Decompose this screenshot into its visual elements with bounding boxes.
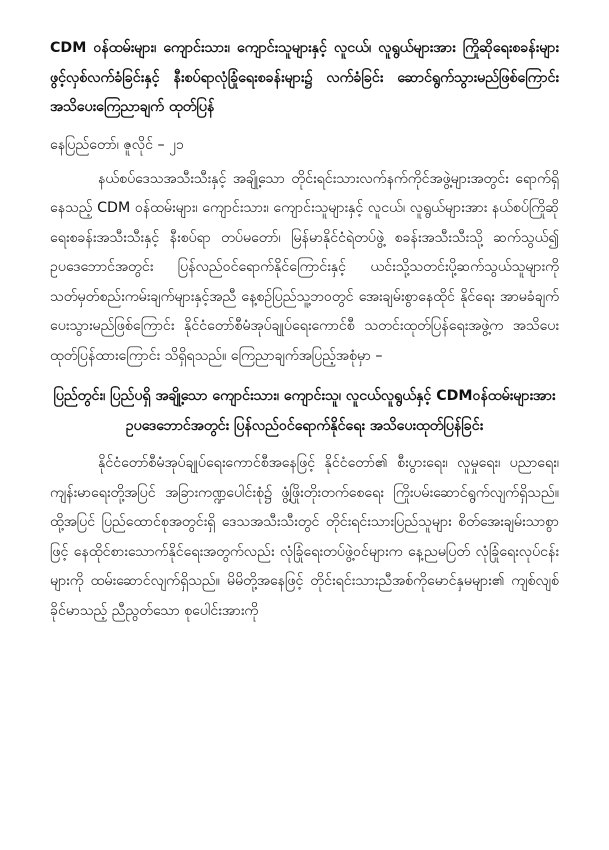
headline: CDM ဝန်ထမ်းများ၊ ကျောင်းသား၊ ကျောင်းသူများနှင့် လူငယ်၊ လူရွယ်များအား ကြိုဆိုရေးစခန်းများ ဖွင့်လှစ်လက်ခံခြင်းနှင့် နီးစပ်ရာလုံခြုံရေးစခန်းများ၌ လက်ခံခြင်း ဆောင်ရွက်သွားမည်ဖြစ်ကြောင်း အသိပေးကြေညာချက် ထုတ်ပြန် [50,40,559,115]
dateline: နေပြည်တော်၊ ဇူလိုင် – ၂၁ [50,136,185,153]
paragraph-1: နယ်စပ်ဒေသအသီးသီးနှင့် အချို့သော တိုင်းရင်းသားလက်နက်ကိုင်အဖွဲ့များအတွင်း ရောက်ရှိနေသည့် CDM ဝန်ထမ်းများ၊ ကျောင်းသား၊ ကျောင်းသူများနှင့် လူငယ်၊ လူရွယ်များအား နယ်စပ်ကြိုဆိုရေးစခန်းအသီးသီးနှင့် နီးစပ်ရာ တပ်မတော်၊ မြန်မာနိုင်ငံရဲတပ်ဖွဲ့ စခန်းအသီးသီးသို့ ဆက်သွယ်၍ ဥပဒေဘောင်အတွင်း ပြန်လည်ဝင်ရောက်နိုင်ကြောင်းနှင့် ယင်းသို့သတင်းပို့ဆက်သွယ်သူများကို သတ်မှတ်စည်းကမ်းချက်များနှင့်အညီ နေ့စဉ်ပြည်သူ့ဘဝတွင် အေးချမ်းစွာနေထိုင် နိုင်ရေး အာမခံချက်ပေးသွားမည်ဖြစ်ကြောင်း နိုင်ငံတော်စီမံအုပ်ချုပ်ရေးကောင်စီ သတင်းထုတ်ပြန်ရေးအဖွဲ့က အသိပေးထုတ်ပြန်ထားကြောင်း သိရှိရသည်။ ကြေညာချက်အပြည့်အစုံမှာ – [50,170,559,364]
paragraph-2: နိုင်ငံတော်စီမံအုပ်ချုပ်ရေးကောင်စီအနေဖြင့် နိုင်ငံတော်၏ စီးပွားရေး၊ လူမှုရေး၊ ပညာရေး၊ ကျန်းမာရေးတို့အပြင် အခြားကဏ္ဍပေါင်းစုံ၌ ဖွံ့ဖြိုးတိုးတက်စေရေး ကြိုးပမ်းဆောင်ရွက်လျက်ရှိသည်။ ထို့အပြင် ပြည်ထောင်စုအတွင်းရှိ ဒေသအသီးသီးတွင် တိုင်းရင်းသားပြည်သူများ စိတ်အေးချမ်းသာစွာဖြင့် နေထိုင်စားသောက်နိုင်ရေးအတွက်လည်း လုံခြုံရေးတပ်ဖွဲ့ဝင်များက နေ့ညမပြတ် လုံခြုံရေးလုပ်ငန်းများကို ထမ်းဆောင်လျက်ရှိသည်။ မိမိတို့အနေဖြင့် တိုင်းရင်းသားညီအစ်ကိုမောင်နှမများ၏ ကျစ်လျစ်ခိုင်မာသည့် ညီညွတ်သော စုပေါင်းအားကို [50,455,559,619]
subheading: ပြည်တွင်း၊ ပြည်ပရှိ အချို့သော ကျောင်းသား၊ ကျောင်းသူ၊ လူငယ်လူရွယ်နှင့် CDMဝန်ထမ်းများအား ဥပဒေဘောင်အတွင်း ပြန်လည်ဝင်ရောက်နိုင်ရေး အသိပေးထုတ်ပြန်ခြင်း [53,388,556,434]
